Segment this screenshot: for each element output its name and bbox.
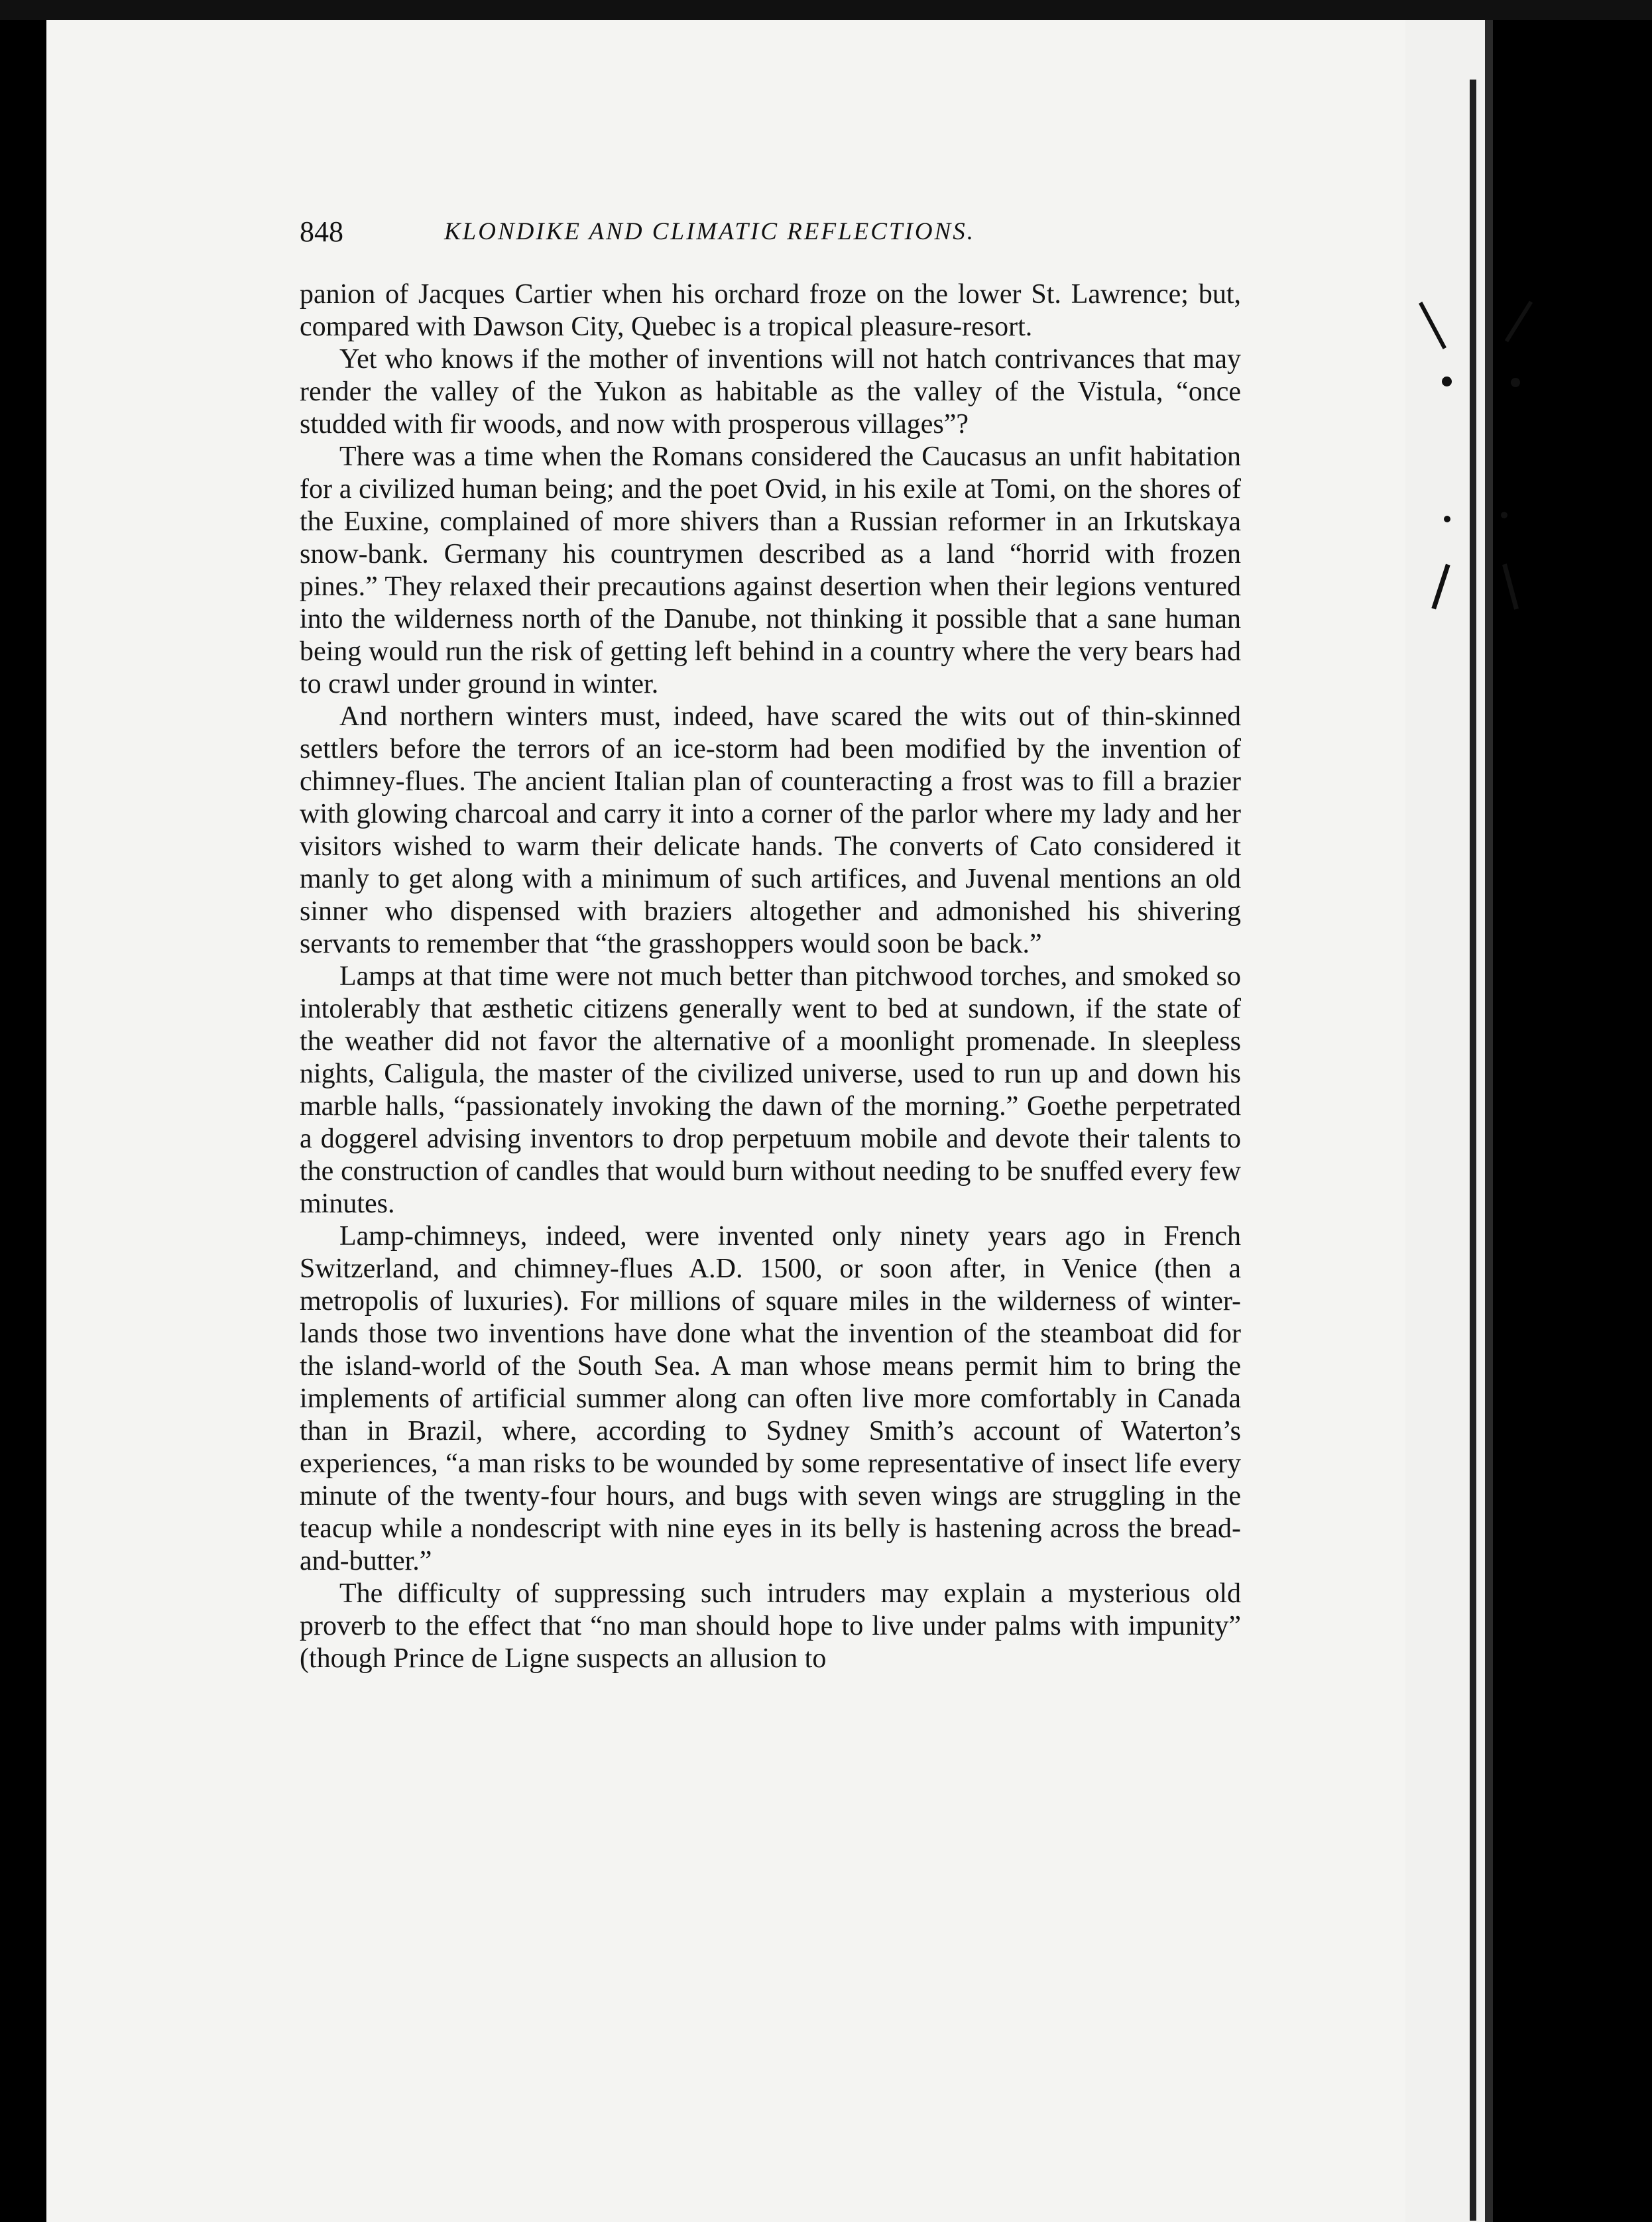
paragraph: Lamp-chimneys, indeed, were invented only ninety years ago in French Switzerland, and chimney-flues A.D. 1500, or soon after, in Venice (then a metropolis of luxuries). For millions of square miles in the wilderness of winter-lands those two inventions have done what the invention of the steamboat did for the island-world of the South Sea. A man whose means permit him to bring the implements of artificial summer along can often live more comfortably in Canada than in Brazil, where, according to Sydney Smith’s account of Waterton’s experiences, “a man risks to be wounded by some representative of insect life every minute of the twenty-four hours, and bugs with seven wings are struggling in the teacup while a nondescript with nine eyes in its belly is hastening across the bread-and-butter.” <box>300 1221 1241 1576</box>
paragraph: panion of Jacques Cartier when his orchard froze on the lower St. Lawrence; but, compared with Dawson City, Quebec is a tropical pleasure-resort. <box>300 279 1241 342</box>
margin-dot <box>1501 512 1507 518</box>
paragraph: There was a time when the Romans considered the Caucasus an unfit habitation for a civilized human being; and the poet Ovid, in his exile at Tomi, on the shores of the Euxine, complained of more shivers than a Russian reformer in an Irkutskaya snow-bank. Germany his countrymen described as a land “horrid with frozen pines.” They relaxed their precautions against desertion when their legions ventured into the wilderness north of the Danube, not thinking it possible that a sane human being would run the risk of getting left behind in a country where the very bears had to crawl under ground in winter. <box>300 441 1241 699</box>
paragraph: And northern winters must, indeed, have scared the wits out of thin-skinned settlers before the terrors of an ice-storm had been modified by the invention of chimney-flues. The ancient Italian plan of counteracting a frost was to fill a brazier with glowing charcoal and carry it into a corner of the parlor where my lady and her visitors wished to warm their delicate hands. The converts of Cato considered it manly to get along with a minimum of such artifices, and Juvenal mentions an old sinner who dispensed with braziers altogether and admonished his shivering servants to remember that “the grasshoppers would soon be back.” <box>300 701 1241 959</box>
paragraph: Yet who knows if the mother of inventions will not hatch contrivances that may render the valley of the Yukon as habitable as the valley of the Vistula, “once studded with fir woods, and now with prosperous villages”? <box>300 344 1241 439</box>
running-title: KLONDIKE AND CLIMATIC REFLECTIONS. <box>444 218 975 245</box>
binding-rule <box>1470 80 1476 2221</box>
body-text <box>300 278 1241 1675</box>
running-head <box>300 213 1241 251</box>
paragraph: The difficulty of suppressing such intruders may explain a mysterious old proverb to the effect that “no man should hope to live under palms with impunity” (though Prince de Ligne suspects an allusion to <box>300 1578 1241 1674</box>
page-edge-shadow <box>1485 20 1493 2222</box>
page-number: 848 <box>300 215 343 248</box>
margin-dot <box>1444 516 1450 522</box>
scan-top-edge <box>0 0 1652 20</box>
scan-right-edge <box>1493 20 1652 2222</box>
margin-dot <box>1442 377 1452 386</box>
paragraph: Lamps at that time were not much better than pitchwood torches, and smoked so intolerably that æsthetic citizens generally went to bed at sundown, if the state of the weather did not favor the alternative of a moonlight promenade. In sleepless nights, Caligula, the master of the civilized universe, used to run up and down his marble halls, “passionately invoking the dawn of the morning.” Goethe perpetrated a doggerel advising inventors to drop perpetuum mobile and devote their talents to the construction of candles that would burn without needing to be snuffed every few minutes. <box>300 961 1241 1219</box>
margin-dot <box>1511 378 1520 387</box>
